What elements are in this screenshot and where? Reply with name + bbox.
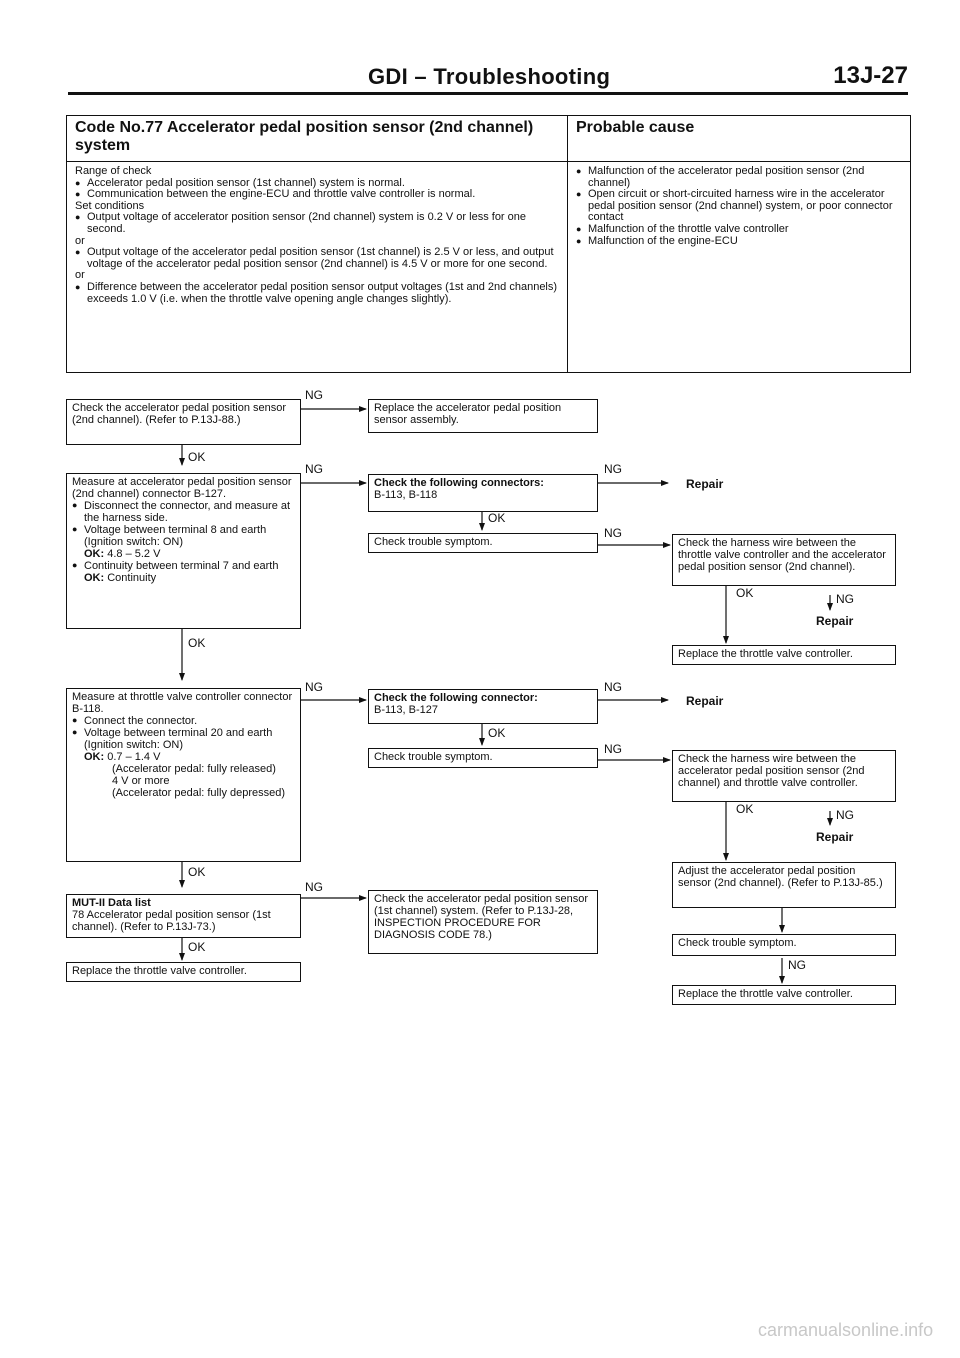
ok-label: OK	[188, 940, 206, 954]
repair-label: Repair	[686, 477, 724, 491]
repair-label: Repair	[816, 830, 854, 844]
range-label: Range of check	[75, 165, 152, 177]
repair-label: Repair	[816, 614, 854, 628]
replace-tvc-box-right-1: Replace the throttle valve controller.	[672, 645, 896, 665]
check-harness-1-box: Check the harness wire between the throttle valve controller and the accelerator pedal position sensor (2nd channel).	[672, 534, 896, 586]
ok-label: OK	[188, 450, 206, 464]
ok-label: OK	[736, 586, 754, 600]
set-condition-item: ● Difference between the accelerator pedal position sensor output voltages (1st and 2nd channels) exceeds 1.0 V (i.e. when the throttle valve opening angle changes slightly).	[75, 280, 558, 305]
set-condition-item: ● Output voltage of accelerator position sensor (2nd channel) system is 0.2 V or less for one second.	[75, 211, 527, 235]
measure-tvc-connector-box: Measure at throttle valve controller connector B-118. ● Connect the connector. ● Voltage between terminal 20 and earth (Ignition switch: ON) OK: 0.7 – 1.4 V (Accelerator pedal: fully released) 4 V or more (Accelerator pedal: fully depressed)	[66, 688, 301, 862]
cause-item: ● Malfunction of the throttle valve controller	[576, 222, 789, 235]
check-sensor-1st-channel-box: Check the accelerator pedal position sensor (1st channel) system. (Refer to P.13J-28, INSPECTION PROCEDURE FOR DIAGNOSIS CODE 78.)	[368, 890, 598, 954]
ng-label: NG	[836, 592, 854, 606]
mut-data-list-box: MUT-II Data list 78 Accelerator pedal position sensor (1st channel). (Refer to P.13J-73.)	[66, 894, 301, 938]
check-trouble-symptom-2-box: Check trouble symptom.	[368, 748, 598, 768]
ng-label: NG	[305, 462, 323, 476]
cause-item: ● Malfunction of the accelerator pedal position sensor (2nd channel)	[576, 165, 865, 189]
cause-item: ● Malfunction of the engine-ECU	[576, 234, 738, 247]
ng-label: NG	[305, 388, 323, 402]
or-label: or	[75, 234, 85, 247]
ng-label: NG	[788, 958, 806, 972]
set-condition-item: ● Output voltage of the accelerator pedal position sensor (1st channel) is 2.5 V or less, and output voltage of the accelerator pedal position sensor (2nd channel) is 4.5 V or more for one second.	[75, 246, 554, 270]
check-harness-2-box: Check the harness wire between the accelerator pedal position sensor (2nd channel) and throttle valve controller.	[672, 750, 896, 802]
range-item: ● Accelerator pedal position sensor (1st channel) system is normal.	[75, 176, 405, 189]
ng-label: NG	[604, 742, 622, 756]
ng-label: NG	[604, 462, 622, 476]
replace-tvc-box-left: Replace the throttle valve controller.	[66, 962, 301, 982]
check-trouble-symptom-3-box: Check trouble symptom.	[672, 934, 896, 956]
range-item: ● Communication between the engine-ECU and throttle valve controller is normal.	[75, 188, 476, 201]
ok-label: OK	[488, 726, 506, 740]
page-number: 13J-27	[833, 62, 908, 89]
check-sensor-2nd-channel-box: Check the accelerator pedal position sensor (2nd channel). (Refer to P.13J-88.)	[66, 399, 301, 445]
ng-label: NG	[604, 680, 622, 694]
ng-label: NG	[836, 808, 854, 822]
check-connectors-2-box: Check the following connector: B-113, B-127	[368, 689, 598, 724]
ng-label: NG	[604, 526, 622, 540]
repair-label: Repair	[686, 694, 724, 708]
ok-label: OK	[188, 865, 206, 879]
probable-cause-title: Probable cause	[568, 116, 910, 162]
ok-label: OK	[488, 511, 506, 525]
page-title: GDI – Troubleshooting	[368, 64, 611, 89]
ng-label: NG	[305, 880, 323, 894]
or-label: or	[75, 269, 85, 282]
watermark: carmanualsonline.info	[758, 1320, 934, 1340]
code-title: Code No.77 Accelerator pedal position sensor (2nd channel) system	[67, 116, 567, 162]
replace-sensor-assembly-box: Replace the accelerator pedal position sensor assembly.	[368, 399, 598, 433]
ok-label: OK	[188, 636, 206, 650]
cause-item: ● Open circuit or short-circuited harness wire in the accelerator pedal position sensor (2nd channel) system, or poor connector contact	[576, 188, 893, 224]
adjust-sensor-box: Adjust the accelerator pedal position sensor (2nd channel). (Refer to P.13J-85.)	[672, 862, 896, 908]
check-connectors-1-box: Check the following connectors: B-113, B-118	[368, 474, 598, 512]
replace-tvc-box-right-2: Replace the throttle valve controller.	[672, 985, 896, 1005]
ng-label: NG	[305, 680, 323, 694]
set-conditions-label: Set conditions	[75, 199, 145, 212]
measure-sensor-connector-box: Measure at accelerator pedal position sensor (2nd channel) connector B-127. ● Disconnect the connector, and measure at the harness side. ● Voltage between terminal 8 and earth (Ignition switch: ON) OK: 4.8 – 5.2 V ● Continuity between terminal 7 and earth OK: Continuity	[66, 473, 301, 629]
check-trouble-symptom-1-box: Check trouble symptom.	[368, 533, 598, 553]
ok-label: OK	[736, 802, 754, 816]
